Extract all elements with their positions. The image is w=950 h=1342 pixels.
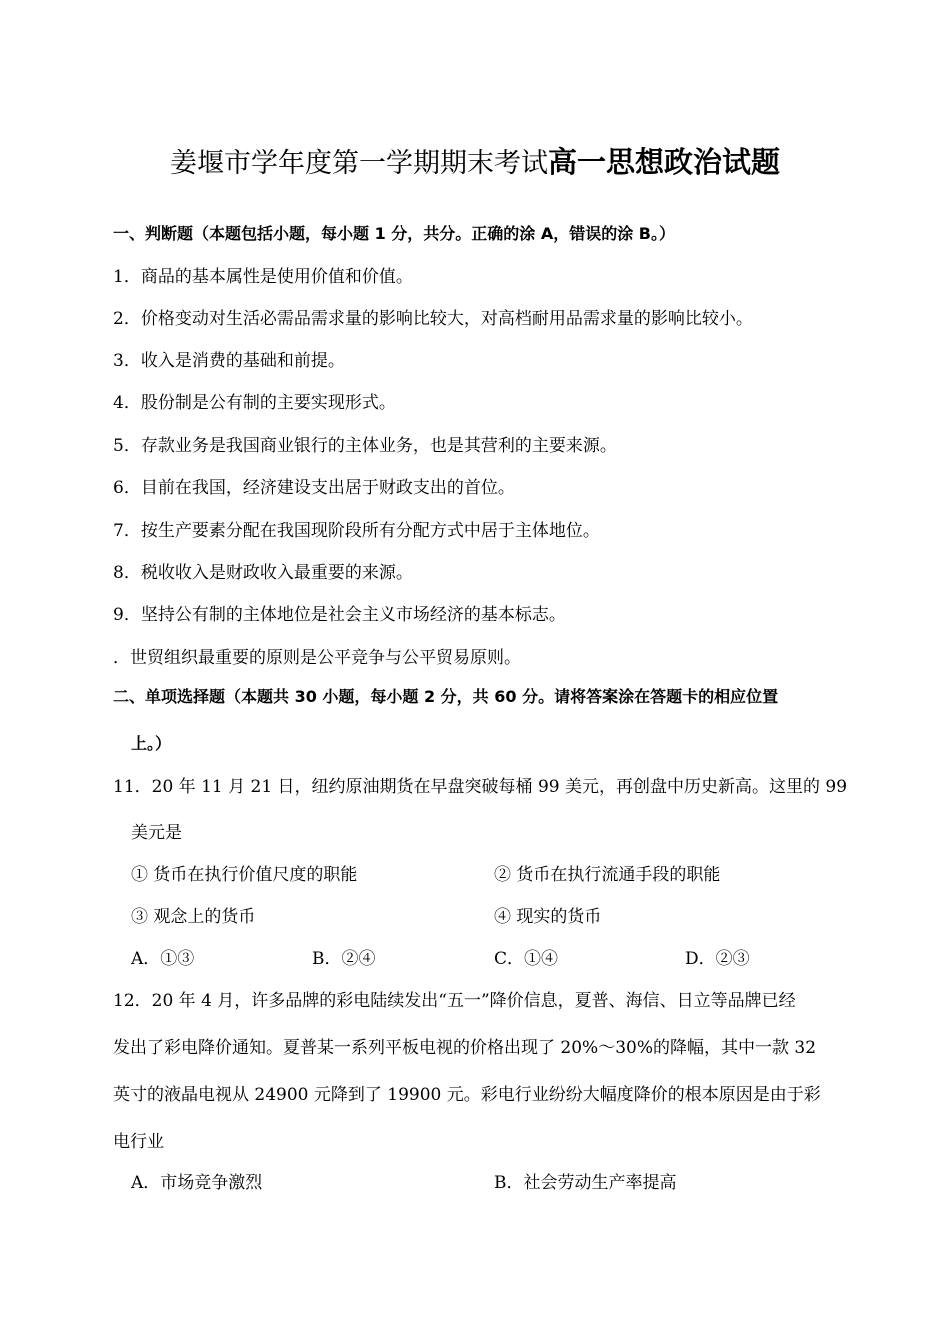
judgment-item-10: ．世贸组织最重要的原则是公平竞争与公平贸易原则。: [113, 648, 521, 668]
judgment-item-1: 1．商品的基本属性是使用价值和价值。: [113, 267, 413, 287]
q12-option-b: B．社会劳动生产率提高: [494, 1173, 677, 1193]
judgment-item-3: 3．收入是消费的基础和前提。: [113, 351, 345, 371]
judgment-item-6: 6．目前在我国，经济建设支出居于财政支出的首位。: [113, 478, 515, 498]
q12-stem: 12．20 年 4 月，许多品牌的彩电陆续发出“五一”降价信息，夏普、海信、日立等品牌已经: [113, 991, 796, 1011]
q11-option-b: B．②④: [312, 949, 376, 969]
q11-statement-3: ③ 观念上的货币: [131, 907, 256, 927]
q11-option-c: C．①④: [494, 949, 559, 969]
section2-heading-cont: 上。）: [131, 734, 172, 753]
page-title: [0, 140, 950, 181]
q12-stem-line2: 发出了彩电降价通知。夏普某一系列平板电视的价格出现了 20%～30%的降幅，其中一款 32: [113, 1038, 817, 1058]
q11-stem-cont: 美元是: [131, 823, 182, 843]
title-subject: 高一思想政治试题: [547, 145, 780, 179]
q11-statement-2: ② 货币在执行流通手段的职能: [494, 865, 721, 885]
section2-heading: 二、单项选择题（本题共 30 小题，每小题 2 分，共 60 分。请将答案涂在答题卡的相应位置: [113, 687, 779, 706]
judgment-item-4: 4．股份制是公有制的主要实现形式。: [113, 393, 396, 413]
judgment-item-7: 7．按生产要素分配在我国现阶段所有分配方式中居于主体地位。: [113, 521, 600, 541]
title-school-term: 姜堰市学年度第一学期期末考试: [169, 148, 548, 179]
section1-heading: 一、判断题（本题包括小题，每小题 1 分，共分。正确的涂 A，错误的涂 B。）: [113, 224, 675, 243]
q11-statement-1: ① 货币在执行价值尺度的职能: [131, 865, 358, 885]
q11-option-d: D．②③: [685, 949, 750, 969]
q12-stem-line4: 电行业: [113, 1132, 164, 1152]
judgment-item-5: 5．存款业务是我国商业银行的主体业务，也是其营利的主要来源。: [113, 436, 617, 456]
q11-option-a: A．①③: [131, 949, 195, 969]
q12-option-a: A．市场竞争激烈: [131, 1173, 263, 1193]
q11-statement-4: ④ 现实的货币: [494, 907, 602, 927]
judgment-item-9: 9．坚持公有制的主体地位是社会主义市场经济的基本标志。: [113, 605, 566, 625]
q11-stem: 11．20 年 11 月 21 日，纽约原油期货在早盘突破每桶 99 美元，再创盘中历史新高。这里的 99: [113, 777, 848, 797]
judgment-item-8: 8．税收收入是财政收入最重要的来源。: [113, 563, 413, 583]
q12-stem-line3: 英寸的液晶电视从 24900 元降到了 19900 元。彩电行业纷纷大幅度降价的根本原因是由于彩: [113, 1085, 821, 1105]
judgment-item-2: 2．价格变动对生活必需品需求量的影响比较大，对高档耐用品需求量的影响比较小。: [113, 309, 753, 329]
